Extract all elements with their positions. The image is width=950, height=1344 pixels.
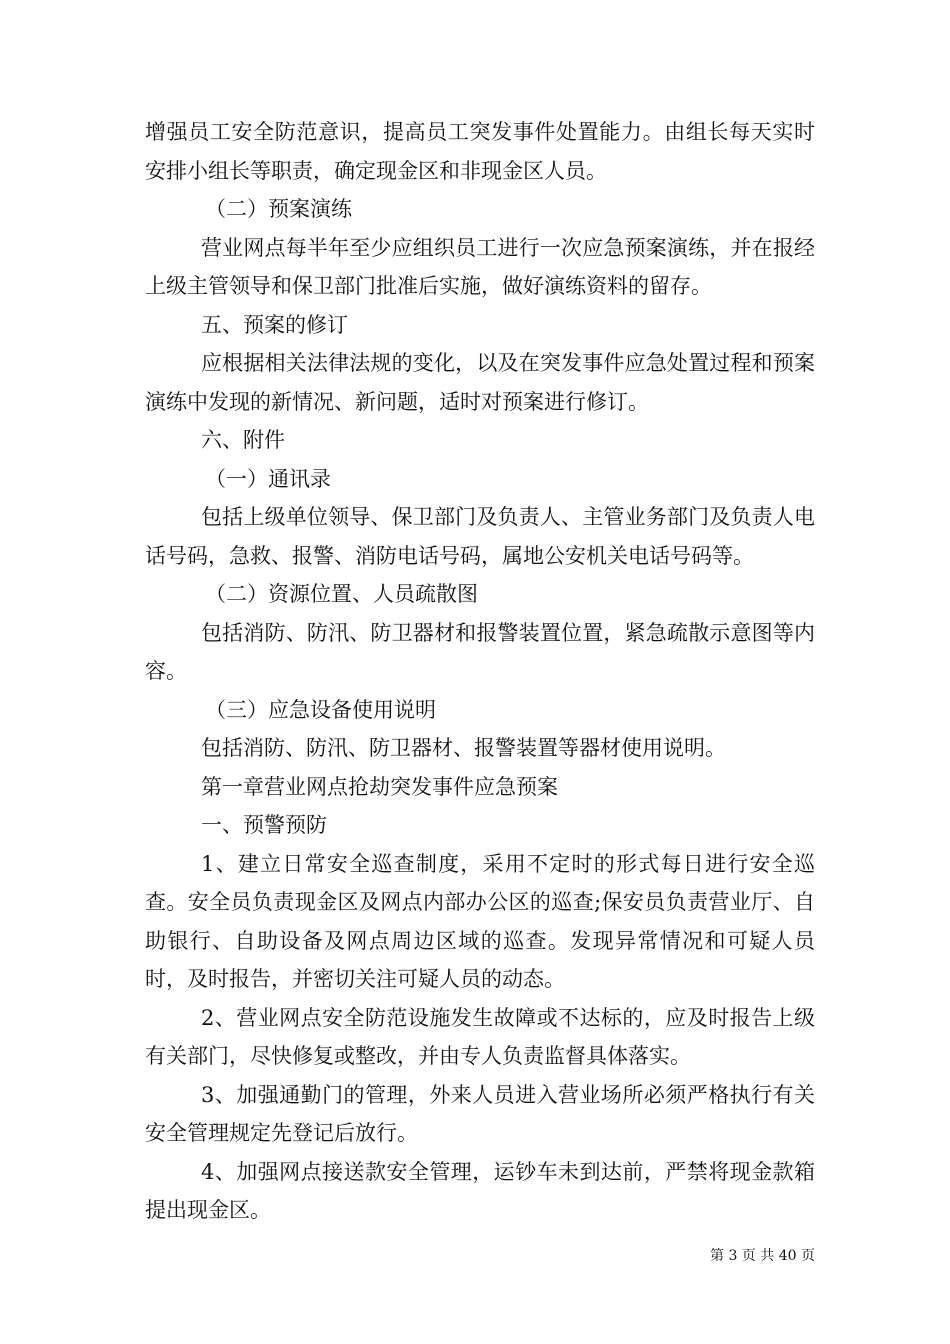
paragraph: 增强员工安全防范意识，提高员工突发事件处置能力。由组长每天实时安排小组长等职责，确定现金区和非现金区人员。 [145, 120, 815, 183]
section-heading: 一、预警预防 [201, 813, 327, 837]
paragraph: 包括消防、防汛、防卫器材和报警装置位置，紧急疏散示意图等内容。 [145, 620, 815, 683]
paragraph: 4、加强网点接送款安全管理，运钞车未到达前，严禁将现金款箱提出现金区。 [145, 1159, 815, 1222]
section-heading: （二）预案演练 [205, 197, 352, 221]
page-number: 第 3 页 共 40 页 [710, 1248, 815, 1264]
section-heading: （一）通讯录 [205, 466, 331, 491]
paragraph: 应根据相关法律法规的变化，以及在突发事件应急处置过程和预案演练中发现的新情况、新问题，适时对预案进行修订。 [145, 351, 815, 414]
paragraph: 2、营业网点安全防范设施发生故障或不达标的，应及时报告上级有关部门，尽快修复或整改，并由专人负责监督具体落实。 [145, 1005, 815, 1068]
paragraph: 3、加强通勤门的管理，外来人员进入营业场所必须严格执行有关安全管理规定先登记后放行。 [145, 1082, 815, 1145]
document-body [145, 113, 815, 1230]
paragraph: 1、建立日常安全巡查制度，采用不定时的形式每日进行安全巡查。安全员负责现金区及网点内部办公区的巡查;保安员负责营业厅、自助银行、自助设备及网点周边区域的巡查。发现异常情况和可疑人员时，及时报告，并密切关注可疑人员的动态。 [145, 851, 815, 991]
section-heading: 五、预案的修订 [201, 312, 348, 337]
paragraph: 包括上级单位领导、保卫部门及负责人、主管业务部门及负责人电话号码，急救、报警、消防电话号码，属地公安机关电话号码等。 [145, 505, 815, 568]
paragraph: 营业网点每半年至少应组织员工进行一次应急预案演练，并在报经上级主管领导和保卫部门批准后实施，做好演练资料的留存。 [145, 235, 815, 298]
section-heading: （三）应急设备使用说明 [205, 697, 436, 722]
paragraph: 包括消防、防汛、防卫器材、报警装置等器材使用说明。 [201, 736, 726, 760]
chapter-heading: 第一章营业网点抢劫突发事件应急预案 [201, 774, 558, 799]
section-heading: （二）资源位置、人员疏散图 [205, 582, 478, 606]
section-heading: 六、附件 [201, 428, 285, 452]
